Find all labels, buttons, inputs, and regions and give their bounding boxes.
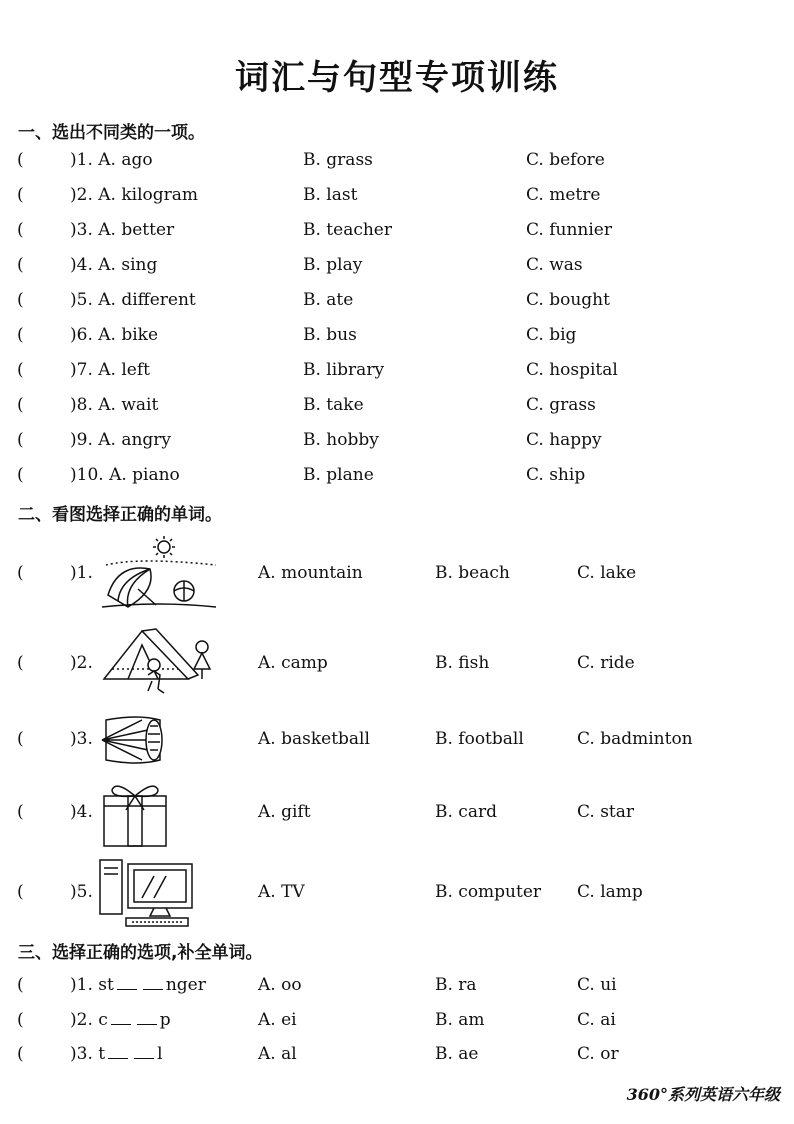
option-b: B. football bbox=[435, 729, 524, 749]
blank[interactable] bbox=[111, 1010, 131, 1025]
s1-row-4 bbox=[0, 255, 794, 285]
word-prefix: )2. c bbox=[70, 1010, 108, 1030]
word-prefix: )3. t bbox=[70, 1044, 106, 1064]
option-c: C. lamp bbox=[577, 882, 643, 902]
option-c: C. big bbox=[526, 325, 577, 345]
option-c: C. was bbox=[526, 255, 583, 275]
option-c: C. ride bbox=[577, 653, 635, 673]
s1-row-6 bbox=[0, 325, 794, 355]
s1-row-2 bbox=[0, 185, 794, 215]
computer-icon bbox=[98, 858, 198, 928]
answer-paren[interactable]: ( bbox=[17, 290, 24, 310]
option-c: C. star bbox=[577, 802, 635, 822]
item-number-option-a: )7. A. left bbox=[70, 360, 150, 380]
option-b: B. grass bbox=[303, 150, 373, 170]
option-a: A. gift bbox=[258, 802, 311, 822]
answer-paren[interactable]: ( bbox=[17, 185, 24, 205]
item-number-option-a: )3. A. better bbox=[70, 220, 175, 240]
blank[interactable] bbox=[134, 1044, 154, 1059]
option-a: A. ei bbox=[258, 1010, 297, 1030]
answer-paren[interactable]: ( bbox=[17, 1044, 24, 1064]
blank[interactable] bbox=[117, 975, 137, 990]
section1-heading: 一、选出不同类的一项。 bbox=[18, 123, 205, 143]
item-number-option-a: )9. A. angry bbox=[70, 430, 172, 450]
item-number: )4. bbox=[70, 802, 93, 822]
item-number-option-a: )2. A. kilogram bbox=[70, 185, 199, 205]
gift-icon bbox=[98, 778, 170, 850]
answer-paren[interactable]: ( bbox=[17, 653, 24, 673]
option-c: C. lake bbox=[577, 563, 637, 583]
option-c: C. bought bbox=[526, 290, 610, 310]
answer-paren[interactable]: ( bbox=[17, 729, 24, 749]
item-number-option-a: )6. A. bike bbox=[70, 325, 159, 345]
answer-paren[interactable]: ( bbox=[17, 325, 24, 345]
word-with-blanks bbox=[70, 1010, 171, 1030]
option-c: C. happy bbox=[526, 430, 602, 450]
answer-paren[interactable]: ( bbox=[17, 395, 24, 415]
s1-row-7 bbox=[0, 360, 794, 390]
option-c: C. hospital bbox=[526, 360, 618, 380]
word-with-blanks bbox=[70, 1044, 163, 1064]
option-b: B. ae bbox=[435, 1044, 479, 1064]
option-c: C. badminton bbox=[577, 729, 693, 749]
answer-paren[interactable]: ( bbox=[17, 465, 24, 485]
option-b: B. teacher bbox=[303, 220, 392, 240]
option-c: C. ui bbox=[577, 975, 617, 995]
s1-row-3 bbox=[0, 220, 794, 250]
s1-row-5 bbox=[0, 290, 794, 320]
blank[interactable] bbox=[137, 1010, 157, 1025]
option-c: C. grass bbox=[526, 395, 596, 415]
beach-icon bbox=[98, 535, 218, 611]
answer-paren[interactable]: ( bbox=[17, 802, 24, 822]
item-number-option-a: )5. A. different bbox=[70, 290, 196, 310]
answer-paren[interactable]: ( bbox=[17, 975, 24, 995]
answer-paren[interactable]: ( bbox=[17, 1010, 24, 1030]
option-a: A. TV bbox=[258, 882, 305, 902]
s1-row-8 bbox=[0, 395, 794, 425]
answer-paren[interactable]: ( bbox=[17, 360, 24, 380]
s1-row-10 bbox=[0, 465, 794, 495]
option-b: B. bus bbox=[303, 325, 357, 345]
blank[interactable] bbox=[108, 1044, 128, 1059]
option-b: B. am bbox=[435, 1010, 485, 1030]
answer-paren[interactable]: ( bbox=[17, 150, 24, 170]
option-a: A. al bbox=[258, 1044, 297, 1064]
option-b: B. library bbox=[303, 360, 385, 380]
answer-paren[interactable]: ( bbox=[17, 882, 24, 902]
option-b: B. card bbox=[435, 802, 497, 822]
answer-paren[interactable]: ( bbox=[17, 430, 24, 450]
option-c: C. or bbox=[577, 1044, 619, 1064]
word-with-blanks bbox=[70, 975, 206, 995]
item-number: )3. bbox=[70, 729, 93, 749]
s3-row-3 bbox=[0, 1044, 794, 1074]
option-b: B. play bbox=[303, 255, 363, 275]
option-a: A. camp bbox=[258, 653, 328, 673]
option-b: B. beach bbox=[435, 563, 510, 583]
word-suffix: l bbox=[157, 1044, 163, 1064]
s1-row-9 bbox=[0, 430, 794, 460]
shuttlecock-icon bbox=[98, 712, 168, 768]
option-b: B. ate bbox=[303, 290, 354, 310]
option-c: C. before bbox=[526, 150, 605, 170]
option-a: A. mountain bbox=[258, 563, 363, 583]
page-title: 词汇与句型专项训练 bbox=[235, 58, 559, 98]
word-suffix: nger bbox=[165, 975, 206, 995]
option-c: C. ship bbox=[526, 465, 586, 485]
word-prefix: )1. st bbox=[70, 975, 114, 995]
item-number-option-a: )8. A. wait bbox=[70, 395, 159, 415]
s1-row-1 bbox=[0, 150, 794, 180]
answer-paren[interactable]: ( bbox=[17, 220, 24, 240]
option-b: B. take bbox=[303, 395, 364, 415]
section3-heading: 三、选择正确的选项,补全单词。 bbox=[18, 943, 263, 963]
option-b: B. last bbox=[303, 185, 358, 205]
option-c: C. ai bbox=[577, 1010, 616, 1030]
option-b: B. fish bbox=[435, 653, 490, 673]
item-number: )2. bbox=[70, 653, 93, 673]
answer-paren[interactable]: ( bbox=[17, 255, 24, 275]
item-number-option-a: )10. A. piano bbox=[70, 465, 180, 485]
answer-paren[interactable]: ( bbox=[17, 563, 24, 583]
item-number-option-a: )4. A. sing bbox=[70, 255, 158, 275]
item-number-option-a: )1. A. ago bbox=[70, 150, 153, 170]
option-b: B. computer bbox=[435, 882, 542, 902]
footer-series: 360°系列英语六年级 bbox=[626, 1085, 780, 1104]
option-a: A. oo bbox=[258, 975, 302, 995]
option-b: B. hobby bbox=[303, 430, 379, 450]
item-number: )5. bbox=[70, 882, 93, 902]
word-suffix: p bbox=[159, 1010, 171, 1030]
option-b: B. ra bbox=[435, 975, 477, 995]
item-number: )1. bbox=[70, 563, 93, 583]
option-b: B. plane bbox=[303, 465, 374, 485]
option-c: C. metre bbox=[526, 185, 601, 205]
option-a: A. basketball bbox=[258, 729, 370, 749]
s3-row-2 bbox=[0, 1010, 794, 1040]
s3-row-1 bbox=[0, 975, 794, 1005]
tent-icon bbox=[98, 625, 218, 697]
option-c: C. funnier bbox=[526, 220, 612, 240]
section2-heading: 二、看图选择正确的单词。 bbox=[18, 505, 222, 525]
blank[interactable] bbox=[143, 975, 163, 990]
